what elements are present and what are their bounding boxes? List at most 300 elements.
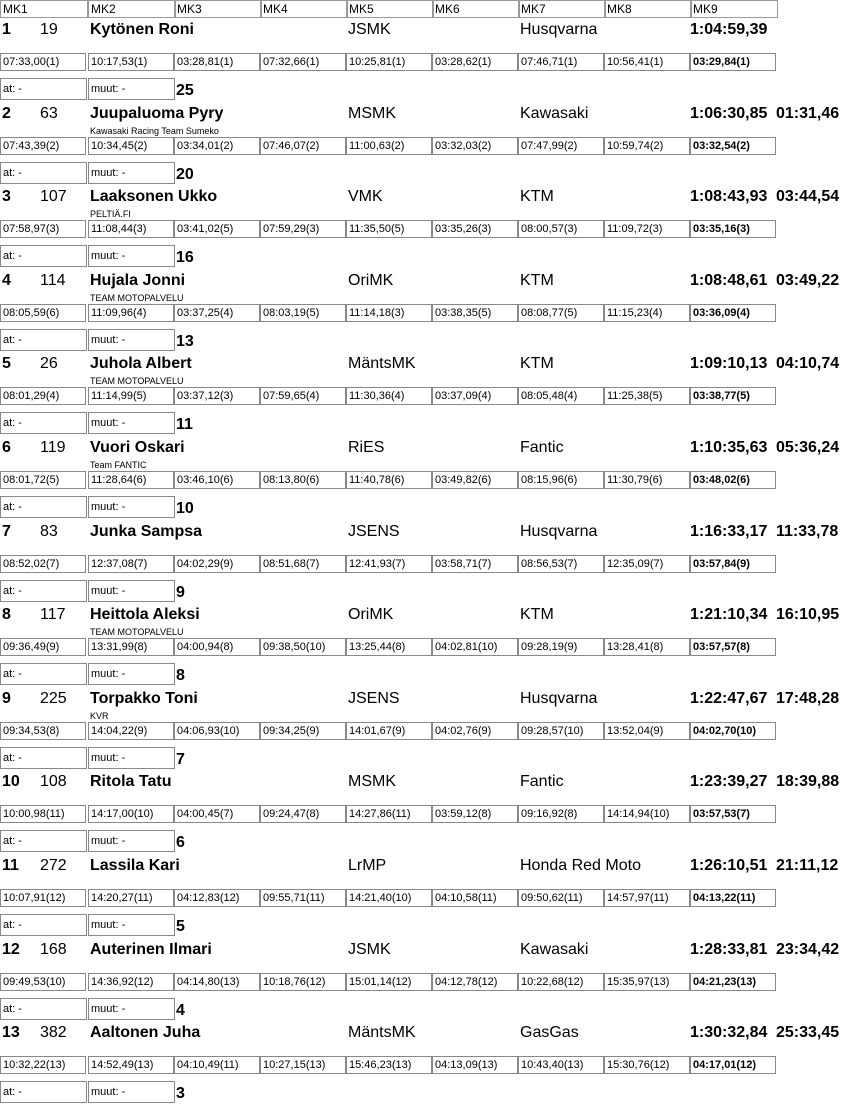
bib-number: 117 [40,606,66,623]
bib-number: 168 [40,941,67,958]
lap-time-mk9: 03:32,54(2) [690,137,776,155]
extra-row [0,663,865,685]
at-box: at: - [0,162,87,184]
bike-brand: GasGas [520,1024,579,1041]
extra-row [0,830,865,852]
lap-time-mk9: 03:57,57(8) [690,638,776,656]
lap-time-mk5: 15:46,23(13) [346,1056,432,1074]
at-box: at: - [0,329,87,351]
gap-time: 01:31,46 [776,105,840,122]
lap-time-mk5: 14:01,67(9) [346,722,432,740]
lap-times [0,722,865,742]
lap-time-mk4: 10:27,15(13) [260,1056,346,1074]
lap-time-mk2: 14:52,49(13) [88,1056,174,1074]
lap-time-mk2: 11:09,96(4) [88,304,174,322]
lap-time-mk9: 04:02,70(10) [690,722,776,740]
lap-time-mk5: 11:14,18(3) [346,304,432,322]
extra-row [0,329,865,351]
lap-time-mk4: 07:46,07(2) [260,137,346,155]
rider-main-line [0,689,865,709]
lap-time-mk6: 03:37,09(4) [432,387,518,405]
club: MSMK [348,773,396,790]
position: 11 [2,857,19,874]
lap-time-mk7: 09:50,62(11) [518,889,604,907]
muut-box: muut: - [88,496,175,518]
bike-brand: Kawasaki [520,105,589,122]
lap-time-mk9: 03:48,02(6) [690,471,776,489]
points: 20 [176,166,194,183]
bike-brand: Fantic [520,773,564,790]
bike-brand: KTM [520,188,554,205]
header-cell-mk9: MK9 [690,0,778,18]
muut-box: muut: - [88,663,175,685]
rider-main-line [0,605,865,625]
lap-time-mk2: 13:31,99(8) [88,638,174,656]
lap-time-mk7: 10:22,68(12) [518,973,604,991]
extra-row [0,747,865,769]
lap-time-mk6: 03:49,82(6) [432,471,518,489]
lap-time-mk9: 03:36,09(4) [690,304,776,322]
lap-time-mk4: 07:59,29(3) [260,220,346,238]
lap-time-mk5: 15:01,14(12) [346,973,432,991]
lap-time-mk4: 10:18,76(12) [260,973,346,991]
gap-time: 11:33,78 [776,523,839,540]
bike-brand: Husqvarna [520,523,598,540]
lap-time-mk2: 10:34,45(2) [88,137,174,155]
lap-time-mk1: 10:00,98(11) [0,805,86,823]
lap-time-mk4: 09:34,25(9) [260,722,346,740]
bike-brand: Kawasaki [520,941,589,958]
rider-row [0,438,865,522]
bib-number: 108 [40,773,67,790]
muut-box: muut: - [88,998,175,1020]
bib-number: 83 [40,523,58,540]
lap-time-mk7: 08:00,57(3) [518,220,604,238]
lap-times [0,471,865,491]
total-time: 1:30:32,84 [690,1024,768,1041]
points: 13 [176,333,194,350]
total-time: 1:28:33,81 [690,941,768,958]
gap-time: 03:44,54 [776,188,840,205]
points: 4 [176,1002,185,1019]
extra-row [0,162,865,184]
lap-time-mk3: 04:00,94(8) [174,638,260,656]
header-cell-mk3: MK3 [174,0,262,18]
rider-name: Juupaluoma Pyry [90,105,224,122]
muut-box: muut: - [88,830,175,852]
lap-time-mk4: 07:59,65(4) [260,387,346,405]
lap-time-mk1: 09:36,49(9) [0,638,86,656]
lap-time-mk3: 04:10,49(11) [174,1056,260,1074]
header-cell-mk2: MK2 [88,0,176,18]
muut-box: muut: - [88,580,175,602]
position: 6 [2,439,11,456]
total-time: 1:09:10,13 [690,355,768,372]
lap-time-mk9: 04:13,22(11) [690,889,776,907]
rider-main-line [0,104,865,124]
header-cell-mk4: MK4 [260,0,348,18]
bike-brand: Fantic [520,439,564,456]
points: 10 [176,500,194,517]
lap-time-mk3: 03:37,12(3) [174,387,260,405]
points: 3 [176,1085,185,1102]
rider-main-line [0,354,865,374]
muut-box: muut: - [88,412,175,434]
rider-name: Kytönen Roni [90,21,194,38]
rider-main-line [0,271,865,291]
lap-time-mk8: 13:52,04(9) [604,722,690,740]
lap-time-mk6: 03:38,35(5) [432,304,518,322]
lap-times [0,805,865,825]
lap-time-mk2: 11:08,44(3) [88,220,174,238]
lap-time-mk3: 04:12,83(12) [174,889,260,907]
bike-brand: Husqvarna [520,690,598,707]
club: MäntsMK [348,1024,416,1041]
lap-time-mk7: 07:46,71(1) [518,53,604,71]
lap-time-mk1: 09:49,53(10) [0,973,86,991]
lap-time-mk7: 08:05,48(4) [518,387,604,405]
lap-time-mk2: 14:04,22(9) [88,722,174,740]
lap-time-mk7: 08:15,96(6) [518,471,604,489]
at-box: at: - [0,412,87,434]
rider-name: Torpakko Toni [90,690,198,707]
lap-time-mk5: 11:00,63(2) [346,137,432,155]
rider-row [0,354,865,438]
lap-time-mk9: 03:35,16(3) [690,220,776,238]
muut-box: muut: - [88,1081,175,1103]
position: 13 [2,1024,20,1041]
total-time: 1:04:59,39 [690,21,768,38]
lap-time-mk8: 11:25,38(5) [604,387,690,405]
club: JSMK [348,941,391,958]
position: 3 [2,188,11,205]
rider-row [0,104,865,188]
lap-time-mk6: 04:12,78(12) [432,973,518,991]
lap-time-mk3: 03:41,02(5) [174,220,260,238]
position: 2 [2,105,11,122]
club: JSMK [348,21,391,38]
lap-time-mk1: 08:01,72(5) [0,471,86,489]
total-time: 1:26:10,51 [690,857,768,874]
gap-time: 04:10,74 [776,355,840,372]
lap-time-mk3: 03:34,01(2) [174,137,260,155]
lap-times [0,889,865,909]
bike-brand: Honda Red Moto [520,857,641,874]
lap-time-mk2: 10:17,53(1) [88,53,174,71]
lap-time-mk7: 10:43,40(13) [518,1056,604,1074]
lap-time-mk8: 14:14,94(10) [604,805,690,823]
bib-number: 382 [40,1024,67,1041]
extra-row [0,245,865,267]
lap-time-mk3: 03:46,10(6) [174,471,260,489]
lap-time-mk2: 14:36,92(12) [88,973,174,991]
lap-time-mk4: 07:32,66(1) [260,53,346,71]
lap-time-mk8: 11:30,79(6) [604,471,690,489]
rider-name: Auterinen Ilmari [90,941,212,958]
lap-time-mk6: 04:13,09(13) [432,1056,518,1074]
lap-time-mk1: 10:07,91(12) [0,889,86,907]
header-cell-mk1: MK1 [0,0,88,18]
lap-time-mk6: 03:35,26(3) [432,220,518,238]
club: LrMP [348,857,387,874]
header-cell-mk7: MK7 [518,0,606,18]
lap-times [0,387,865,407]
team-name: Kawasaki Racing Team Sumeko [90,126,219,136]
lap-time-mk8: 15:30,76(12) [604,1056,690,1074]
rider-name: Vuori Oskari [90,439,185,456]
lap-time-mk7: 09:16,92(8) [518,805,604,823]
header-cell-mk8: MK8 [604,0,692,18]
muut-box: muut: - [88,329,175,351]
lap-time-mk2: 11:14,99(5) [88,387,174,405]
lap-time-mk5: 11:30,36(4) [346,387,432,405]
lap-time-mk6: 04:10,58(11) [432,889,518,907]
at-box: at: - [0,663,87,685]
rider-main-line [0,187,865,207]
lap-time-mk6: 04:02,76(9) [432,722,518,740]
total-time: 1:21:10,34 [690,606,768,623]
gap-time: 05:36,24 [776,439,840,456]
lap-time-mk9: 03:29,84(1) [690,53,776,71]
gap-time: 18:39,88 [776,773,840,790]
position: 1 [2,21,11,38]
bib-number: 225 [40,690,67,707]
rider-row [0,605,865,689]
muut-box: muut: - [88,914,175,936]
rider-row [0,187,865,271]
club: OriMK [348,272,394,289]
points: 9 [176,584,185,601]
bib-number: 107 [40,188,67,205]
lap-times [0,53,865,73]
lap-times [0,137,865,157]
lap-header-row [0,0,865,18]
at-box: at: - [0,580,87,602]
position: 8 [2,606,11,623]
points: 6 [176,834,185,851]
lap-time-mk5: 14:27,86(11) [346,805,432,823]
lap-time-mk1: 09:34,53(8) [0,722,86,740]
lap-time-mk7: 09:28,19(9) [518,638,604,656]
header-cell-mk6: MK6 [432,0,520,18]
lap-time-mk8: 11:09,72(3) [604,220,690,238]
bib-number: 114 [40,272,66,289]
gap-time: 23:34,42 [776,941,840,958]
rider-main-line [0,522,865,542]
gap-time: 17:48,28 [776,690,840,707]
lap-time-mk5: 11:40,78(6) [346,471,432,489]
lap-time-mk4: 08:51,68(7) [260,555,346,573]
extra-row [0,496,865,518]
club: VMK [348,188,383,205]
gap-time: 16:10,95 [776,606,840,623]
points: 8 [176,667,185,684]
rider-row [0,689,865,773]
total-time: 1:22:47,67 [690,690,768,707]
club: OriMK [348,606,394,623]
lap-time-mk6: 03:28,62(1) [432,53,518,71]
at-box: at: - [0,1081,87,1103]
extra-row [0,412,865,434]
bike-brand: KTM [520,355,554,372]
lap-time-mk2: 14:20,27(11) [88,889,174,907]
rider-main-line [0,772,865,792]
club: JSENS [348,523,400,540]
team-name: TEAM MOTOPALVELU [90,376,184,386]
team-name: PELTIÄ.FI [90,209,131,219]
extra-row [0,580,865,602]
lap-time-mk4: 09:55,71(11) [260,889,346,907]
lap-time-mk1: 08:01,29(4) [0,387,86,405]
lap-time-mk3: 04:14,80(13) [174,973,260,991]
lap-time-mk8: 15:35,97(13) [604,973,690,991]
rider-row [0,772,865,856]
lap-time-mk7: 08:08,77(5) [518,304,604,322]
total-time: 1:08:43,93 [690,188,768,205]
lap-time-mk5: 12:41,93(7) [346,555,432,573]
lap-time-mk3: 04:02,29(9) [174,555,260,573]
lap-time-mk4: 09:24,47(8) [260,805,346,823]
rider-name: Aaltonen Juha [90,1024,201,1041]
total-time: 1:23:39,27 [690,773,768,790]
bib-number: 63 [40,105,58,122]
lap-time-mk8: 13:28,41(8) [604,638,690,656]
position: 10 [2,773,20,790]
total-time: 1:16:33,17 [690,523,768,540]
rider-main-line [0,1023,865,1043]
at-box: at: - [0,998,87,1020]
rider-row [0,522,865,606]
points: 7 [176,751,185,768]
rider-main-line [0,940,865,960]
lap-times [0,555,865,575]
lap-time-mk8: 14:57,97(11) [604,889,690,907]
lap-time-mk7: 07:47,99(2) [518,137,604,155]
total-time: 1:08:48,61 [690,272,768,289]
bike-brand: Husqvarna [520,21,598,38]
lap-time-mk9: 03:57,53(7) [690,805,776,823]
extra-row [0,914,865,936]
lap-time-mk5: 14:21,40(10) [346,889,432,907]
club: MSMK [348,105,396,122]
rider-main-line [0,20,865,40]
at-box: at: - [0,496,87,518]
lap-time-mk2: 12:37,08(7) [88,555,174,573]
rider-name: Laaksonen Ukko [90,188,218,205]
muut-box: muut: - [88,747,175,769]
points: 11 [176,416,193,433]
lap-time-mk3: 04:00,45(7) [174,805,260,823]
lap-time-mk1: 08:05,59(6) [0,304,86,322]
at-box: at: - [0,914,87,936]
gap-time: 21:11,12 [776,857,839,874]
rider-name: Juhola Albert [90,355,192,372]
lap-time-mk6: 03:59,12(8) [432,805,518,823]
total-time: 1:06:30,85 [690,105,768,122]
position: 7 [2,523,11,540]
lap-time-mk3: 03:28,81(1) [174,53,260,71]
rider-main-line [0,438,865,458]
header-cell-mk5: MK5 [346,0,434,18]
lap-time-mk2: 14:17,00(10) [88,805,174,823]
rider-name: Lassila Kari [90,857,180,874]
lap-time-mk8: 12:35,09(7) [604,555,690,573]
lap-time-mk1: 10:32,22(13) [0,1056,86,1074]
lap-times [0,638,865,658]
muut-box: muut: - [88,162,175,184]
lap-time-mk3: 03:37,25(4) [174,304,260,322]
at-box: at: - [0,78,87,100]
bib-number: 119 [40,439,66,456]
lap-time-mk8: 10:56,41(1) [604,53,690,71]
muut-box: muut: - [88,78,175,100]
at-box: at: - [0,747,87,769]
lap-time-mk2: 11:28,64(6) [88,471,174,489]
lap-time-mk5: 11:35,50(5) [346,220,432,238]
position: 4 [2,272,11,289]
lap-time-mk6: 03:58,71(7) [432,555,518,573]
lap-time-mk1: 07:58,97(3) [0,220,86,238]
at-box: at: - [0,245,87,267]
rider-name: Ritola Tatu [90,773,172,790]
rider-row [0,940,865,1024]
lap-time-mk4: 08:13,80(6) [260,471,346,489]
team-name: TEAM MOTOPALVELU [90,627,184,637]
extra-row [0,78,865,100]
bib-number: 19 [40,21,58,38]
position: 5 [2,355,11,372]
club: MäntsMK [348,355,416,372]
muut-box: muut: - [88,245,175,267]
gap-time: 25:33,45 [776,1024,840,1041]
lap-times [0,973,865,993]
team-name: KVR [90,711,109,721]
rider-name: Heittola Aleksi [90,606,200,623]
lap-time-mk9: 04:17,01(12) [690,1056,776,1074]
rider-row [0,1023,865,1107]
points: 16 [176,249,194,266]
points: 5 [176,918,185,935]
position: 9 [2,690,11,707]
rider-name: Junka Sampsa [90,523,203,540]
rider-row [0,20,865,104]
lap-time-mk6: 04:02,81(10) [432,638,518,656]
lap-time-mk4: 09:38,50(10) [260,638,346,656]
lap-time-mk3: 04:06,93(10) [174,722,260,740]
total-time: 1:10:35,63 [690,439,768,456]
lap-times [0,304,865,324]
lap-time-mk8: 11:15,23(4) [604,304,690,322]
lap-time-mk9: 03:38,77(5) [690,387,776,405]
bike-brand: KTM [520,606,554,623]
bib-number: 272 [40,857,67,874]
club: JSENS [348,690,400,707]
lap-time-mk7: 09:28,57(10) [518,722,604,740]
gap-time: 03:49,22 [776,272,840,289]
team-name: TEAM MOTOPALVELU [90,293,184,303]
rider-row [0,271,865,355]
rider-name: Hujala Jonni [90,272,186,289]
lap-times [0,220,865,240]
rider-row [0,856,865,940]
lap-time-mk6: 03:32,03(2) [432,137,518,155]
extra-row [0,1081,865,1103]
at-box: at: - [0,830,87,852]
bike-brand: KTM [520,272,554,289]
lap-time-mk9: 04:21,23(13) [690,973,776,991]
lap-time-mk8: 10:59,74(2) [604,137,690,155]
lap-time-mk5: 13:25,44(8) [346,638,432,656]
